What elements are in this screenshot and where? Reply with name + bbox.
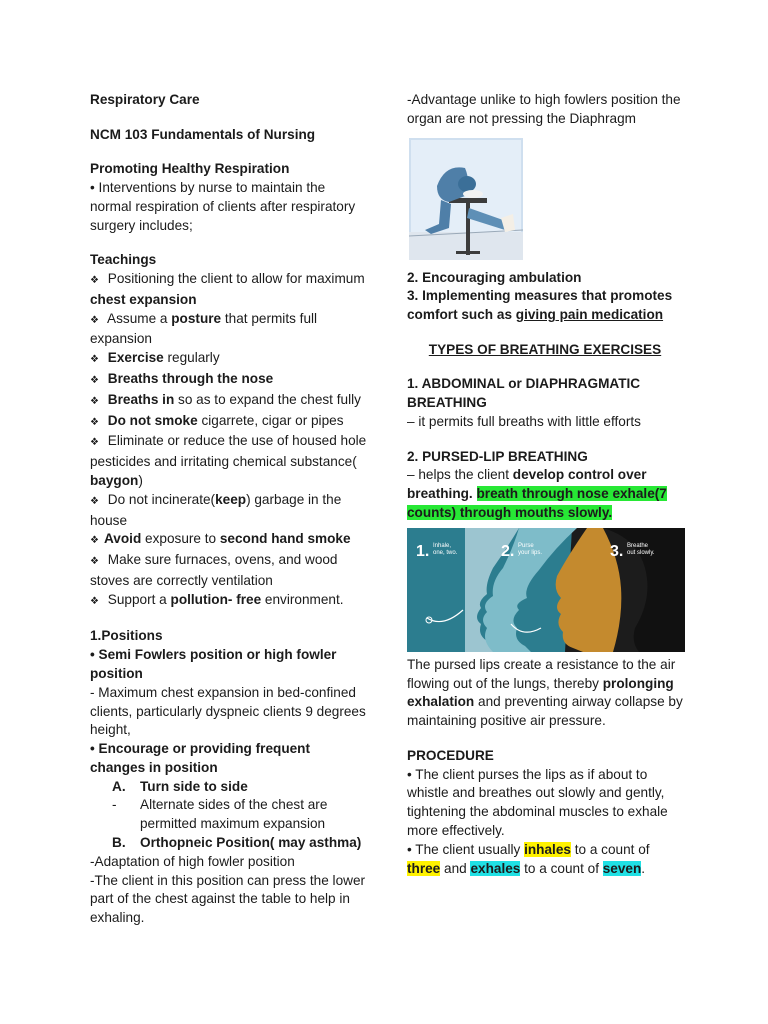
right-column [407,91,683,878]
highlight-cyan: seven [602,860,642,876]
resistance-text: The pursed lips create a resistance to the air flowing out of the lungs, thereby prolonging exhalation and preventing airway collapse by maintaining positive air pressure. [407,656,683,729]
diamond-bullet-icon: ❖ [90,416,99,428]
diamond-bullet-icon: ❖ [90,556,99,568]
sub-item-dash: - Alternate sides of the chest are permitted maximum expansion [112,797,328,832]
document-title: Respiratory Care [90,92,200,107]
fig-step2-line1: Purse [518,542,534,549]
teaching-item: ❖ Do not smoke cigarrete, cigar or pipes [90,412,368,433]
max-chest-text: - Maximum chest expansion in bed-confined clients, particularly dyspneic clients 9 degrees height, [90,684,366,738]
teaching-item: ❖ Make sure furnaces, ovens, and wood stoves are correctly ventilation [90,552,338,588]
teaching-item: ❖ Avoid exposure to second hand smoke [90,530,368,551]
orthopneic-position-illustration [409,138,523,260]
diamond-bullet-icon: ❖ [90,437,99,449]
fig-step3-number: 3. [610,542,624,560]
diamond-bullet-icon: ❖ [90,495,99,507]
teaching-item: ❖ Breaths through the nose [90,370,368,391]
diamond-bullet-icon: ❖ [90,354,99,366]
teaching-item: ❖ Eliminate or reduce the use of housed hole pesticides and irritating chemical substance( baygon) [90,433,367,488]
pursed-lip-breathing-illustration [407,528,685,652]
diamond-bullet-icon: ❖ [90,395,99,407]
procedure-heading: PROCEDURE [407,747,494,763]
fig-step3-line2: out slowly. [627,549,655,556]
implementing-item: 3. Implementing measures that promotes comfort such as giving pain medication [407,288,673,323]
highlight-green: breath through nose exhale(7 counts) through mouths slowly. [407,486,667,520]
teachings-heading: Teachings [90,252,157,268]
pursed-heading: 2. PURSED-LIP BREATHING [407,448,588,464]
intro-text: • Interventions by nurse to maintain the normal respiration of clients after respiratory surgery includes; [90,179,356,233]
abdominal-heading: 1. ABDOMINAL or DIAPHRAGMATIC BREATHING [407,376,641,411]
diamond-bullet-icon: ❖ [90,374,99,386]
procedure-step: • The client purses the lips as if about to whistle and breathes out slowly and gently, tightening the abdominal muscles to exhale more effectively. [407,766,668,838]
positions-heading: 1.Positions [90,628,163,644]
section-heading: Promoting Healthy Respiration [90,161,290,177]
fig-step2-number: 2. [501,542,515,560]
diamond-bullet-icon: ❖ [90,595,99,607]
encourage-item: • Encourage or providing frequent changes in position [90,741,311,775]
highlight-yellow: inhales [524,841,571,857]
teaching-item: ❖ Support a pollution- free environment. [90,591,368,612]
fig-step2-line2: your lips. [518,549,543,556]
fig-step1-number: 1. [416,542,430,560]
semi-fowler-item: • Semi Fowlers position or high fowler position [90,647,337,681]
teaching-item: ❖ Assume a posture that permits full expansion [90,310,318,347]
fig-step1-line2: one, two. [433,549,458,556]
sub-item-a: A. Turn side to side [112,778,248,794]
procedure-step: • The client usually inhales to a count of three and exhales to a count of seven. [407,841,650,876]
teaching-item: ❖ Exercise regularly [90,349,368,370]
fig-step3-line1: Breathe [627,542,649,549]
diamond-bullet-icon: ❖ [90,274,99,286]
adaptation-text: -Adaptation of high fowler position [90,853,295,869]
diamond-bullet-icon: ❖ [90,314,99,326]
sub-item-b: B. Orthopneic Position( may asthma) [112,835,362,851]
highlight-yellow: three [407,860,441,876]
fig-step1-line1: Inhale, [433,542,452,549]
ambulation-item: 2. Encouraging ambulation [407,269,582,285]
diamond-bullet-icon: ❖ [90,535,99,547]
teaching-item: ❖ Do not incinerate(keep) garbage in the house [90,491,342,528]
course-title: NCM 103 Fundamentals of Nursing [90,126,316,142]
teaching-item: ❖ Positioning the client to allow for maximum chest expansion [90,270,365,307]
teaching-item: ❖ Breaths in so as to expand the chest fully [90,391,368,412]
types-heading: TYPES OF BREATHING EXERCISES [428,341,662,357]
abdominal-text: – it permits full breaths with little efforts [407,413,641,429]
left-column [90,91,368,928]
client-press-text: -The client in this position can press the lower part of the chest against the table to help in exhaling. [90,872,366,926]
pursed-text: – helps the client develop control over breathing. breath through nose exhale(7 counts) through mouths slowly. [407,467,667,520]
highlight-cyan: exhales [470,860,521,876]
advantage-text: -Advantage unlike to high fowlers position the organ are not pressing the Diaphragm [407,92,681,126]
